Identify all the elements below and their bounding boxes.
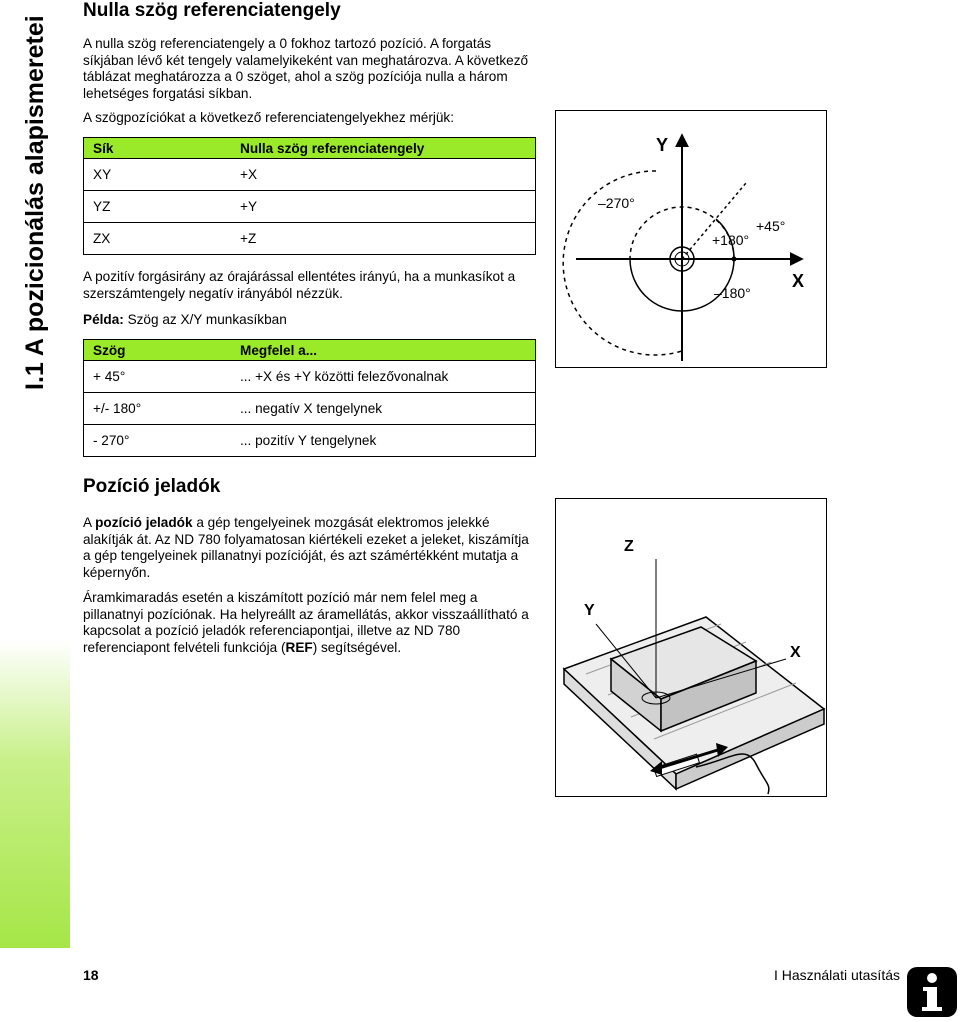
chapter-sidebar bbox=[0, 0, 70, 948]
text-bold: REF bbox=[285, 639, 313, 655]
section-title-zero-angle: Nulla szög referenciatengely bbox=[83, 0, 341, 21]
chapter-title: I.1 A pozicionálás alapismeretei bbox=[21, 15, 49, 390]
table-cell: +Y bbox=[231, 191, 536, 223]
manual-title: I Használati utasítás bbox=[773, 967, 900, 983]
section-title-position-encoders: Pozíció jeladók bbox=[83, 476, 221, 497]
label-plus-180: +180° bbox=[712, 232, 750, 248]
table-cell: +X bbox=[231, 159, 536, 191]
fig2-x-label: X bbox=[790, 644, 801, 661]
text-bold: pozíció jeladók bbox=[95, 515, 193, 530]
table-row bbox=[84, 159, 536, 191]
table-cell: + 45° bbox=[84, 361, 232, 393]
text-run: Áramkimaradás esetén a kiszámított pozíció már nem felel meg a pillanatnyi pozíciónak. Ha helyreállt az áramellátás, akkor visszaállítható a kapcsolat a pozíció jeladók referenciapontjai, illetve az ND 780 referenciapont felvételi funkciója ( bbox=[83, 590, 529, 655]
angle-diagram bbox=[555, 110, 827, 368]
fig1-y-label: Y bbox=[656, 135, 669, 155]
label-minus-270: –270° bbox=[598, 195, 635, 211]
table-cell: ... negatív X tengelynek bbox=[231, 393, 536, 425]
point-marker bbox=[732, 257, 737, 262]
table-header-row bbox=[84, 138, 536, 159]
table-cell: ... pozitív Y tengelynek bbox=[231, 425, 536, 457]
fig2-y-label: Y bbox=[584, 602, 595, 619]
table-cell: +/- 180° bbox=[84, 393, 232, 425]
label-minus-180: –180° bbox=[714, 285, 751, 301]
text-run: ) segítségével. bbox=[312, 639, 402, 655]
table-cell: YZ bbox=[84, 191, 232, 223]
info-icon bbox=[907, 967, 957, 1017]
paragraph-power-failure bbox=[83, 590, 533, 656]
angle-example-table bbox=[83, 339, 536, 457]
text-run: A bbox=[83, 515, 96, 530]
table-row bbox=[84, 393, 536, 425]
table-row bbox=[84, 223, 536, 255]
example-label: Példa: bbox=[83, 312, 124, 327]
table-row bbox=[84, 361, 536, 393]
fig2-z-label: Z bbox=[624, 538, 634, 555]
paragraph-encoders bbox=[83, 515, 533, 581]
table-header-cell: Megfelel a... bbox=[231, 340, 536, 361]
info-icon-glyph bbox=[907, 967, 957, 1017]
paragraph-intro: A nulla szög referenciatengely a 0 fokhoz tartozó pozíció. A forgatás síkjában lévő két tengely valamelyikeként van meghatározva. A következő táblázat meghatározza a 0 szöget, ahol a szög pozíciója nulla a három lehetséges forgatási síkban. bbox=[83, 36, 529, 101]
label-plus-45: +45° bbox=[756, 218, 786, 234]
table-header-cell: Nulla szög referenciatengely bbox=[231, 138, 536, 159]
page-number: 18 bbox=[83, 967, 99, 983]
table-cell: ZX bbox=[84, 223, 232, 255]
table-row bbox=[84, 425, 536, 457]
table-cell: ... +X és +Y közötti felezővonalnak bbox=[231, 361, 536, 393]
machine-table-diagram bbox=[555, 498, 827, 797]
table-header-row bbox=[84, 340, 536, 361]
table-cell: +Z bbox=[231, 223, 536, 255]
table-cell: XY bbox=[84, 159, 232, 191]
paragraph-rotation-direction: A pozitív forgásirány az órajárással ellentétes irányú, ha a munkasíkot a szerszámtengely negatív irányából nézzük. bbox=[83, 269, 516, 301]
fig1-x-label: X bbox=[792, 271, 805, 291]
angle-diagram-svg bbox=[556, 111, 826, 367]
paragraph-measure: A szögpozíciókat a következő referenciatengelyekhez mérjük: bbox=[83, 110, 455, 125]
table-header-cell: Szög bbox=[84, 340, 232, 361]
table-row bbox=[84, 191, 536, 223]
table-header-cell: Sík bbox=[84, 138, 232, 159]
paragraph-example bbox=[83, 312, 533, 329]
table-cell: - 270° bbox=[84, 425, 232, 457]
reference-axis-table bbox=[83, 137, 536, 255]
example-text: Szög az X/Y munkasíkban bbox=[123, 312, 287, 327]
text-run: a gép tengelyeinek mozgását elektromos jelekké alakítják át. Az ND 780 folyamatosan kiértékeli ezeket a jeleket, kiszámítja a gép tengelyeinek pillanatnyi pozícióját, és azt számértékként mutatja a képernyőn. bbox=[83, 515, 529, 580]
machine-table-svg bbox=[556, 499, 826, 796]
